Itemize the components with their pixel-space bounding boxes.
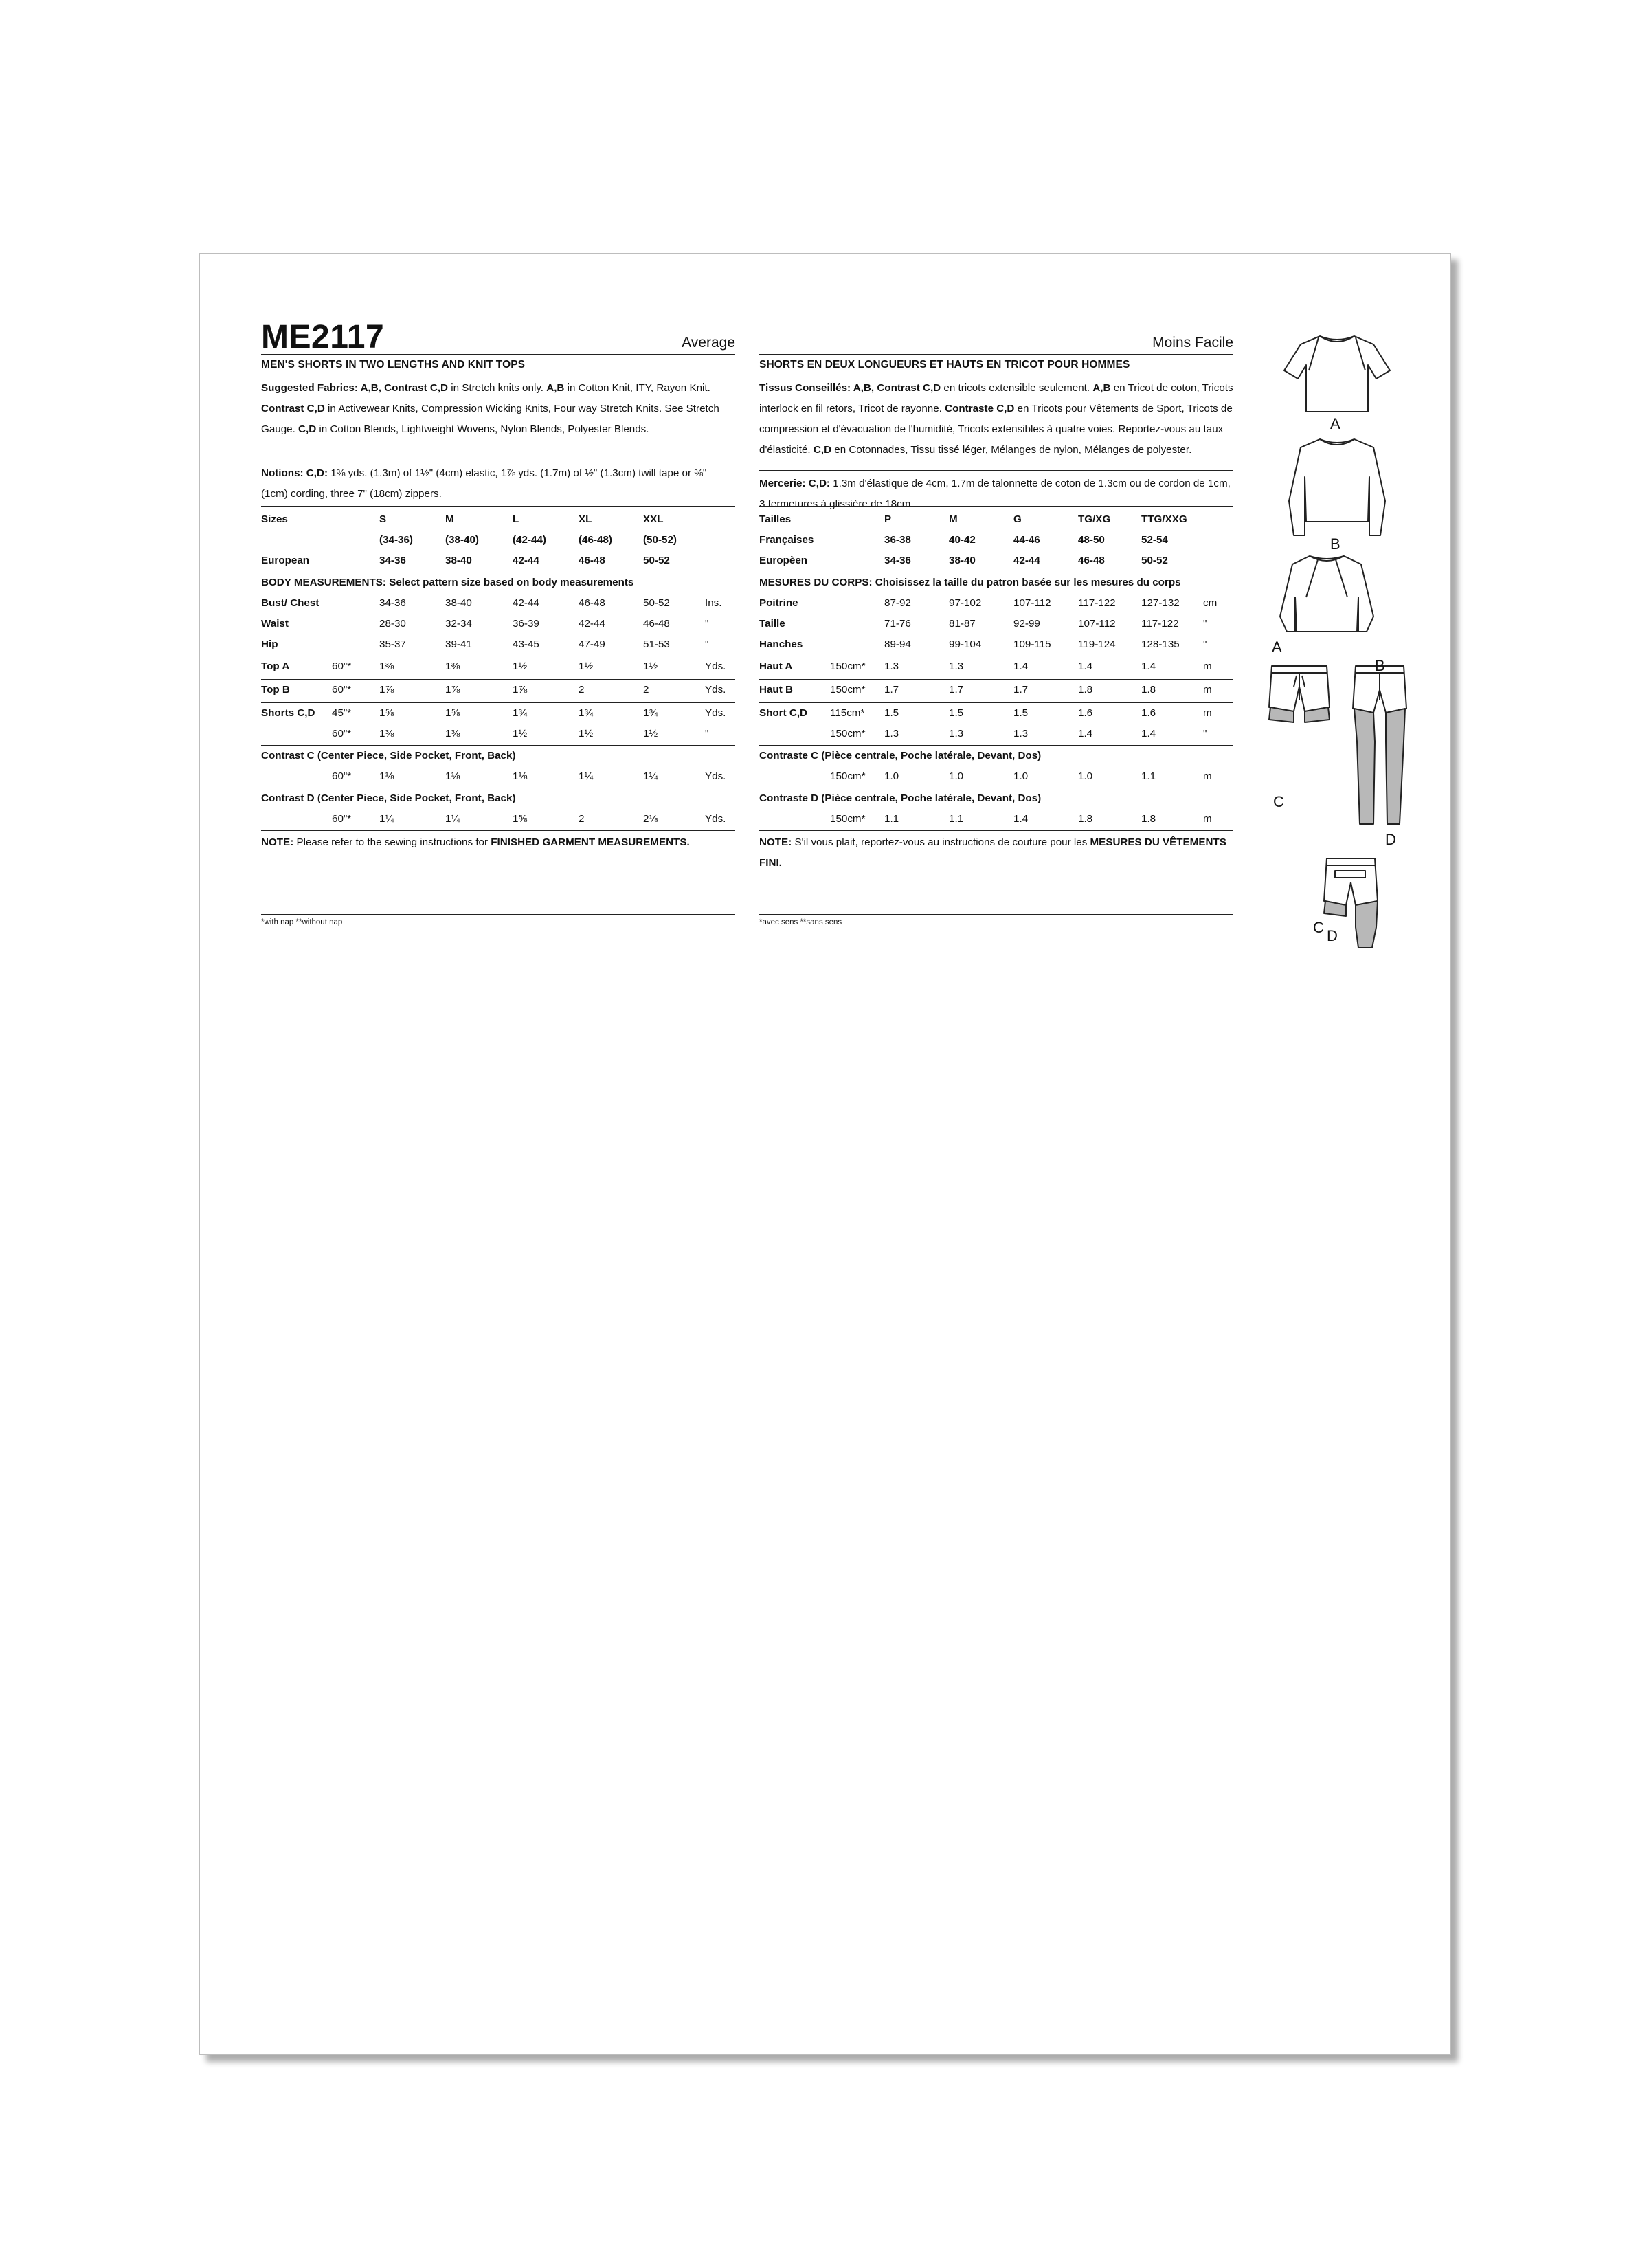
view-illustrations xyxy=(1258,329,1416,948)
yardage-value: 1.3 xyxy=(1013,728,1029,740)
size-header: S xyxy=(379,513,387,525)
measurement-value: 89-94 xyxy=(884,638,911,650)
yardage-value: 1.4 xyxy=(1141,728,1156,740)
measurement-value: 50-52 xyxy=(643,597,670,609)
view-label: B xyxy=(1330,535,1340,553)
note-text: Please refer to the sewing instructions for xyxy=(293,836,491,848)
measurement-value: 43-45 xyxy=(513,638,539,650)
divider xyxy=(261,745,735,746)
measurement-value: 128-135 xyxy=(1141,638,1180,650)
unit-label: Ins. xyxy=(705,597,722,609)
view-label: D xyxy=(1327,927,1338,944)
notions xyxy=(759,474,1233,515)
unit-label: cm xyxy=(1203,597,1218,609)
yardage-value: 1¾ xyxy=(513,707,528,719)
size-header: TTG/XXG xyxy=(1141,513,1187,525)
fabric-width: 150cm* xyxy=(830,770,866,782)
yardage-value: 1.6 xyxy=(1141,707,1156,719)
header-rule xyxy=(759,322,1233,355)
size-header: M xyxy=(445,513,454,525)
size-header: L xyxy=(513,513,519,525)
fabrics-line: compression et d'évacuation de l'humidité, Tricots extensibles à quatre voies. Reportez-vous au taux xyxy=(759,423,1224,435)
divider xyxy=(759,702,1233,703)
notions-line: Mercerie: C,D: 1.3m d'élastique de 4cm, 1.7m de talonnette de coton de 1.3cm ou de cordon de 1cm, xyxy=(759,478,1231,489)
fabrics-line: Contrast C,D in Activewear Knits, Compression Wicking Knits, Four way Stretch Knits. See Stretch xyxy=(261,403,719,414)
fabric-width: 115cm* xyxy=(830,707,865,719)
fabric-width: 60"* xyxy=(332,684,352,696)
measurement-value: 71-76 xyxy=(884,618,911,630)
yardage-value: 1.4 xyxy=(1141,660,1156,672)
yardage-value: 1.1 xyxy=(1141,770,1156,782)
view-a-top-sketch xyxy=(1284,336,1390,412)
unit-label: m xyxy=(1203,770,1212,782)
size-range: (42-44) xyxy=(513,534,546,546)
view-label: C xyxy=(1313,919,1324,936)
yardage-value: 1⅜ xyxy=(379,728,394,740)
view-d-leggings-sketch xyxy=(1353,666,1406,824)
francaises-size: 40-42 xyxy=(949,534,976,546)
measurement-label: Hip xyxy=(261,638,278,650)
europeen-size: 38-40 xyxy=(949,555,976,566)
unit-label: " xyxy=(705,638,709,650)
view-label: D xyxy=(1385,831,1396,848)
suggested-fabrics xyxy=(759,378,1233,460)
unit-label: Yds. xyxy=(705,707,726,719)
measurement-value: 36-39 xyxy=(513,618,539,630)
size-range: (46-48) xyxy=(579,534,612,546)
yardage-value: 2⅛ xyxy=(643,813,658,825)
unit-label: m xyxy=(1203,684,1212,696)
european-label: European xyxy=(261,555,310,566)
measurement-value: 127-132 xyxy=(1141,597,1180,609)
measurement-value: 35-37 xyxy=(379,638,406,650)
yardage-value: 1.3 xyxy=(949,728,964,740)
size-range: (38-40) xyxy=(445,534,479,546)
francaises-size: 48-50 xyxy=(1078,534,1105,546)
yardage-value: 1⅜ xyxy=(379,660,394,672)
header-rule xyxy=(261,319,735,355)
pattern-subtitle: MEN'S SHORTS IN TWO LENGTHS AND KNIT TOPS xyxy=(261,359,526,370)
divider xyxy=(759,745,1233,746)
note-text: S'il vous plait, reportez-vous au instructions de couture pour les xyxy=(792,836,1090,848)
yardage-value: 1.5 xyxy=(884,707,899,719)
contrast-c-heading: Contrast C (Center Piece, Side Pocket, Front, Back) xyxy=(261,750,516,761)
finished-measurements-note xyxy=(261,836,690,849)
view-label: A xyxy=(1330,415,1340,432)
measurement-value: 32-34 xyxy=(445,618,472,630)
yardage-value: 1¼ xyxy=(643,770,658,782)
fabrics-line: Gauge. C,D in Cotton Blends, Lightweight Wovens, Nylon Blends, Polyester Blends. xyxy=(261,423,649,435)
yardage-value: 1.3 xyxy=(884,728,899,740)
suggested-fabrics xyxy=(261,378,735,440)
measurement-value: 38-40 xyxy=(445,597,472,609)
yardage-value: 1½ xyxy=(643,660,658,672)
notions-line: 3 fermetures à glissière de 18cm. xyxy=(759,498,914,510)
yardage-value: 1⅝ xyxy=(379,707,394,719)
view-label: B xyxy=(1375,657,1385,674)
size-row-label: Sizes xyxy=(261,513,288,525)
divider xyxy=(261,506,735,507)
yardage-value: 1.4 xyxy=(1013,660,1029,672)
measurement-value: 46-48 xyxy=(643,618,670,630)
garment-label: Haut B xyxy=(759,684,793,696)
pattern-subtitle: SHORTS EN DEUX LONGUEURS ET HAUTS EN TRICOT POUR HOMMES xyxy=(759,359,1130,370)
measurement-label: Hanches xyxy=(759,638,803,650)
size-header: M xyxy=(949,513,958,525)
back-view-tops-sketch xyxy=(1280,556,1373,632)
unit-label: Yds. xyxy=(705,660,726,672)
unit-label: Yds. xyxy=(705,684,726,696)
unit-label: " xyxy=(705,728,709,740)
fabric-width: 150cm* xyxy=(830,728,866,740)
footnote: *with nap **without nap xyxy=(261,918,343,926)
yardage-value: 1¾ xyxy=(579,707,594,719)
note-emphasis: FINISHED GARMENT MEASUREMENTS. xyxy=(491,836,690,848)
yardage-value: 1.7 xyxy=(884,684,899,696)
notions-line: Notions: C,D: 1⅜ yds. (1.3m) of 1½" (4cm) elastic, 1⅞ yds. (1.7m) of ½" (1.3cm) twill tape or ⅜" xyxy=(261,467,707,479)
unit-label: " xyxy=(1203,638,1207,650)
size-range: (50-52) xyxy=(643,534,677,546)
size-header: G xyxy=(1013,513,1022,525)
yardage-value: 1⅝ xyxy=(445,707,460,719)
fabrics-line: interlock en fil retors, Tricot de rayonne. Contraste C,D en Tricots pour Vêtements de Sport, Tricots de xyxy=(759,403,1233,414)
measurement-value: 46-48 xyxy=(579,597,605,609)
fabric-width: 150cm* xyxy=(830,660,866,672)
finished-measurements-note xyxy=(759,836,1226,849)
yardage-value: 1.4 xyxy=(1078,660,1093,672)
footnote: *avec sens **sans sens xyxy=(759,918,842,926)
note-prefix: NOTE: xyxy=(759,836,792,848)
europeen-size: 42-44 xyxy=(1013,555,1040,566)
yardage-value: 1⅞ xyxy=(513,684,528,696)
yardage-value: 1.1 xyxy=(949,813,964,825)
pattern-sheet xyxy=(199,253,1451,2055)
measurement-value: 47-49 xyxy=(579,638,605,650)
european-size: 50-52 xyxy=(643,555,670,566)
yardage-value: 1.0 xyxy=(1078,770,1093,782)
size-header: P xyxy=(884,513,892,525)
fabric-width: 60"* xyxy=(332,813,352,825)
europeen-size: 46-48 xyxy=(1078,555,1105,566)
contrast-d-heading: Contrast D (Center Piece, Side Pocket, Front, Back) xyxy=(261,792,516,804)
yardage-value: 1⅝ xyxy=(513,813,528,825)
pattern-code: ME2117 xyxy=(261,319,385,355)
francaises-size: 44-46 xyxy=(1013,534,1040,546)
fabric-width: 60"* xyxy=(332,728,352,740)
francaises-size: 36-38 xyxy=(884,534,911,546)
yardage-value: 2 xyxy=(579,813,585,825)
notions-line: (1cm) cording, three 7" (18cm) zippers. xyxy=(261,488,442,500)
measurement-value: 39-41 xyxy=(445,638,472,650)
yardage-value: 1½ xyxy=(579,728,594,740)
note-emphasis: MESURES DU VÊTEMENTS xyxy=(1090,836,1226,848)
yardage-value: 1.0 xyxy=(884,770,899,782)
european-size: 42-44 xyxy=(513,555,539,566)
yardage-value: 1.8 xyxy=(1141,684,1156,696)
unit-label: Yds. xyxy=(705,813,726,825)
measurement-value: 97-102 xyxy=(949,597,982,609)
measurement-value: 107-112 xyxy=(1078,618,1116,630)
yardage-value: 1.7 xyxy=(949,684,964,696)
measurement-value: 87-92 xyxy=(884,597,911,609)
yardage-value: 1⅜ xyxy=(445,660,460,672)
yardage-value: 1.0 xyxy=(949,770,964,782)
measurement-value: 51-53 xyxy=(643,638,670,650)
yardage-value: 1.8 xyxy=(1078,684,1093,696)
yardage-value: 1.8 xyxy=(1141,813,1156,825)
yardage-value: 1.0 xyxy=(1013,770,1029,782)
yardage-value: 1½ xyxy=(579,660,594,672)
yardage-value: 1⅛ xyxy=(379,770,394,782)
fabric-width: 150cm* xyxy=(830,813,866,825)
divider xyxy=(261,830,735,831)
garment-label: Short C,D xyxy=(759,707,808,719)
yardage-value: 1⅞ xyxy=(445,684,460,696)
divider xyxy=(261,679,735,680)
european-size: 46-48 xyxy=(579,555,605,566)
yardage-value: 1.6 xyxy=(1078,707,1093,719)
measurement-value: 117-122 xyxy=(1078,597,1116,609)
francaises-size: 52-54 xyxy=(1141,534,1168,546)
yardage-value: 1¼ xyxy=(445,813,460,825)
measurement-label: Taille xyxy=(759,618,785,630)
view-d-back-leggings-sketch xyxy=(1356,901,1378,948)
yardage-value: 1.3 xyxy=(949,660,964,672)
yardage-value: 1½ xyxy=(513,660,528,672)
fabric-width: 60"* xyxy=(332,770,352,782)
size-header: XL xyxy=(579,513,592,525)
measurement-value: 28-30 xyxy=(379,618,406,630)
yardage-value: 1¾ xyxy=(643,707,658,719)
view-label: A xyxy=(1272,638,1282,656)
yardage-value: 1.7 xyxy=(1013,684,1029,696)
body-measurements-heading: BODY MEASUREMENTS: Select pattern size based on body measurements xyxy=(261,577,634,588)
measurement-value: 117-122 xyxy=(1141,618,1179,630)
unit-label: m xyxy=(1203,660,1212,672)
view-label: C xyxy=(1273,793,1284,810)
yardage-value: 2 xyxy=(579,684,585,696)
yardage-value: 1⅛ xyxy=(445,770,460,782)
measurement-value: 107-112 xyxy=(1013,597,1051,609)
yardage-value: 1.4 xyxy=(1013,813,1029,825)
size-range: (34-36) xyxy=(379,534,413,546)
yardage-value: 1⅜ xyxy=(445,728,460,740)
yardage-value: 2 xyxy=(643,684,649,696)
divider xyxy=(759,679,1233,680)
garment-label: Shorts C,D xyxy=(261,707,315,719)
difficulty-label: Average xyxy=(682,335,735,351)
european-size: 38-40 xyxy=(445,555,472,566)
measurement-label: Bust/ Chest xyxy=(261,597,319,609)
measurement-value: 34-36 xyxy=(379,597,406,609)
divider xyxy=(261,914,735,915)
note-prefix: NOTE: xyxy=(261,836,294,848)
garment-label: Top B xyxy=(261,684,290,696)
garment-label: Haut A xyxy=(759,660,793,672)
yardage-value: 1.3 xyxy=(884,660,899,672)
size-row-label: Tailles xyxy=(759,513,792,525)
measurement-label: Poitrine xyxy=(759,597,798,609)
contrast-d-heading: Contraste D (Pièce centrale, Poche latérale, Devant, Dos) xyxy=(759,792,1042,804)
yardage-value: 1.1 xyxy=(884,813,899,825)
divider xyxy=(759,830,1233,831)
yardage-value: 1⅞ xyxy=(379,684,394,696)
note-continuation: FINI. xyxy=(759,857,782,869)
garment-label: Top A xyxy=(261,660,290,672)
measurement-value: 109-115 xyxy=(1013,638,1051,650)
fabrics-line: d'élasticité. C,D en Cotonnades, Tissu tissé léger, Mélanges de nylon, Mélanges de polyester. xyxy=(759,444,1192,456)
measurement-value: 99-104 xyxy=(949,638,982,650)
difficulty-label: Moins Facile xyxy=(1152,335,1233,351)
yardage-value: 1¼ xyxy=(379,813,394,825)
european-size: 34-36 xyxy=(379,555,406,566)
measurement-label: Waist xyxy=(261,618,289,630)
unit-label: m xyxy=(1203,707,1212,719)
measurement-value: 119-124 xyxy=(1078,638,1116,650)
divider xyxy=(759,470,1233,471)
notions xyxy=(261,463,735,504)
size-header: XXL xyxy=(643,513,664,525)
measurement-value: 81-87 xyxy=(949,618,976,630)
body-measurements-heading: MESURES DU CORPS: Choisissez la taille du patron basée sur les mesures du corps xyxy=(759,577,1181,588)
measurement-value: 42-44 xyxy=(513,597,539,609)
unit-label: Yds. xyxy=(705,770,726,782)
measurement-value: 92-99 xyxy=(1013,618,1040,630)
yardage-value: 1½ xyxy=(513,728,528,740)
europeen-label: Europèen xyxy=(759,555,808,566)
fabrics-line: Suggested Fabrics: A,B, Contrast C,D in Stretch knits only. A,B in Cotton Knit, ITY, Rayon Knit. xyxy=(261,382,710,394)
view-c-shorts-sketch xyxy=(1269,666,1330,722)
fabric-width: 150cm* xyxy=(830,684,866,696)
fabric-width: 60"* xyxy=(332,660,352,672)
unit-label: " xyxy=(705,618,709,630)
yardage-value: 1¼ xyxy=(579,770,594,782)
divider xyxy=(261,702,735,703)
yardage-value: 1.5 xyxy=(1013,707,1029,719)
fabrics-line: Tissus Conseillés: A,B, Contrast C,D en tricots extensible seulement. A,B en Tricot de coton, Tricots xyxy=(759,382,1233,394)
yardage-value: 1.5 xyxy=(949,707,964,719)
europeen-size: 50-52 xyxy=(1141,555,1168,566)
yardage-value: 1.4 xyxy=(1078,728,1093,740)
divider xyxy=(759,506,1233,507)
unit-label: " xyxy=(1203,618,1207,630)
unit-label: " xyxy=(1203,728,1207,740)
unit-label: m xyxy=(1203,813,1212,825)
view-b-top-sketch xyxy=(1289,439,1385,535)
fabric-width: 45"* xyxy=(332,707,352,719)
divider xyxy=(759,914,1233,915)
yardage-value: 1⅛ xyxy=(513,770,528,782)
measurement-value: 42-44 xyxy=(579,618,605,630)
size-header: TG/XG xyxy=(1078,513,1111,525)
europeen-size: 34-36 xyxy=(884,555,911,566)
contrast-c-heading: Contraste C (Pièce centrale, Poche latérale, Devant, Dos) xyxy=(759,750,1042,761)
yardage-value: 1½ xyxy=(643,728,658,740)
francaises-label: Françaises xyxy=(759,534,814,546)
yardage-value: 1.8 xyxy=(1078,813,1093,825)
